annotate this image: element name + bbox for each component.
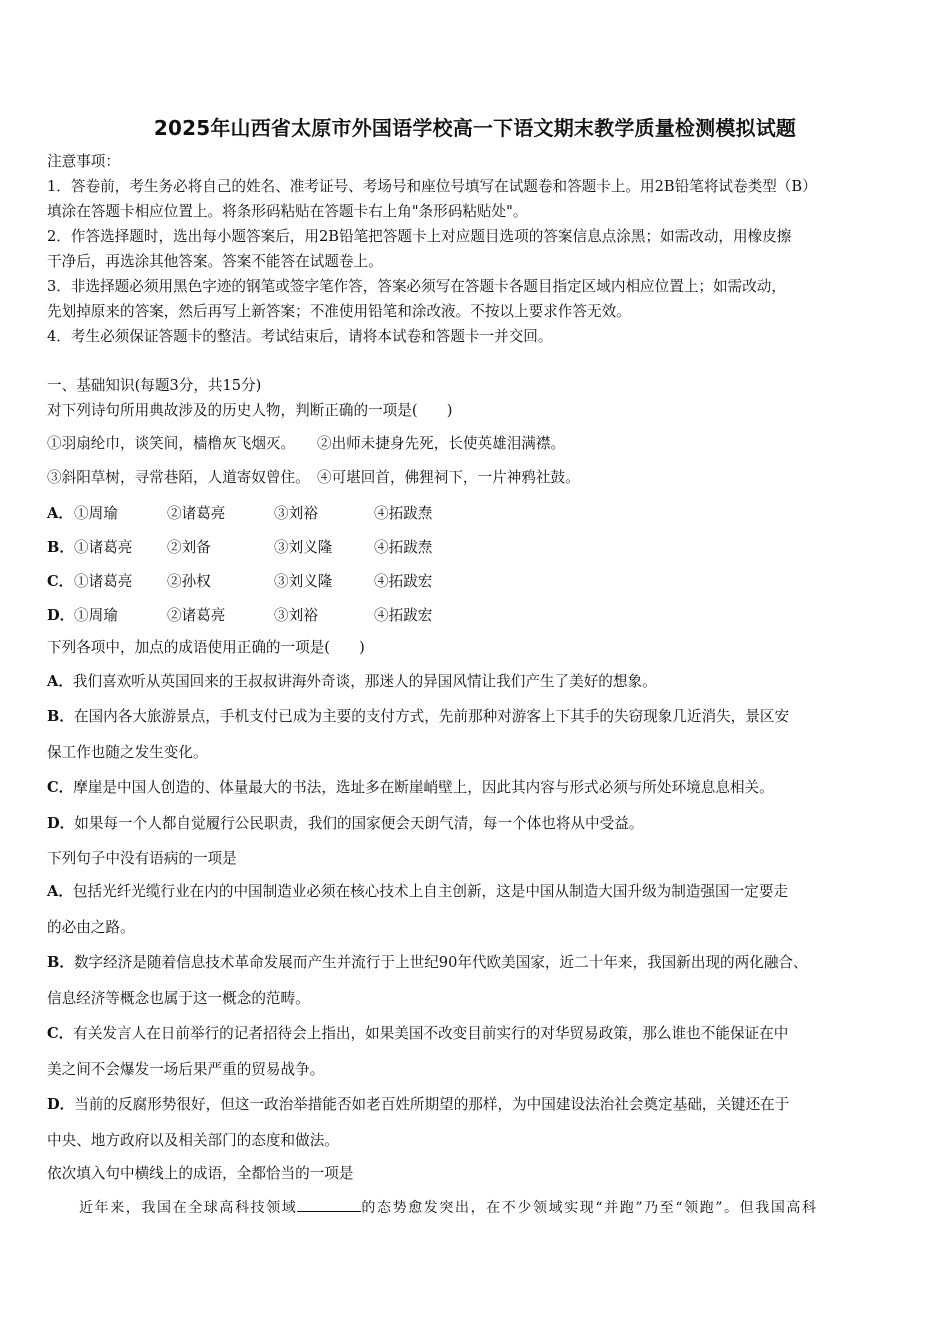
- q2-option-a: [47, 672, 657, 692]
- notice-line-7: 4．考生必须保证答题卡的整洁。考试结束后，请将本试卷和答题卡一并交回。: [47, 328, 553, 345]
- option-letter: C．: [47, 1025, 74, 1042]
- q4-stem: 依次填入句中横线上的成语，全都恰当的一项是: [47, 1165, 354, 1182]
- q1-stem: 对下列诗句所用典故涉及的历史人物，判断正确的一项是( ): [47, 402, 453, 419]
- option-choice: ②刘备: [167, 539, 211, 556]
- option-choice: ①周瑜: [74, 505, 118, 522]
- q1-poem-line-2: ③斜阳草树，寻常巷陌，人道寄奴曾住。 ④可堪回首，佛狸祠下，一片神鸦社鼓。: [47, 469, 580, 486]
- option-choice: ④拓跋焘: [374, 539, 433, 556]
- option-letter: A．: [47, 883, 73, 900]
- section-heading: 一、基础知识(每题3分，共15分): [47, 377, 262, 394]
- q3-option-b-cont: 信息经济等概念也属于这一概念的范畴。: [47, 990, 310, 1007]
- option-letter: B．: [47, 708, 74, 725]
- q3-option-a-cont: 的必由之路。: [47, 919, 135, 936]
- notice-line-5: 3．非选择题必须用黑色字迹的钢笔或签字笔作答，答案必须写在答题卡各题目指定区域内相应位置上；如需改动，: [47, 278, 786, 295]
- q1-poem-line-1: ①羽扇纶巾，谈笑间，樯橹灰飞烟灭。 ②出师未捷身先死，长使英雄泪满襟。: [47, 435, 566, 452]
- option-choice: ①周瑜: [74, 607, 118, 624]
- q2-stem: 下列各项中，加点的成语使用正确的一项是( ): [47, 639, 365, 656]
- option-letter: C．: [47, 779, 74, 796]
- fill-blank: [297, 1197, 361, 1212]
- q3-option-c: [47, 1024, 788, 1044]
- option-choice: ③刘义隆: [274, 539, 333, 556]
- option-letter: B．: [47, 539, 74, 556]
- q2-option-d: [47, 814, 643, 834]
- option-choice: ③刘裕: [274, 505, 318, 522]
- q3-option-d: [47, 1095, 789, 1115]
- option-choice: ①诸葛亮: [74, 573, 133, 590]
- option-choice: ②孙权: [167, 573, 211, 590]
- option-choice: ④拓跋宏: [374, 607, 433, 624]
- option-text: 摩崖是中国人创造的、体量最大的书法，选址多在断崖峭壁上，因此其内容与形式必须与所处环境息息相关。: [73, 779, 774, 796]
- option-letter: C．: [47, 573, 74, 590]
- q2-option-b: [47, 707, 789, 727]
- q3-option-a: [47, 882, 788, 902]
- option-text: 数字经济是随着信息技术革命发展而产生并流行于上世纪90年代欧美国家，近二十年来，我国新出现的两化融合、: [73, 954, 808, 971]
- notice-line-1: 1．答卷前，考生务必将自己的姓名、准考证号、考场号和座位号填写在试题卷和答题卡上。用2B铅笔将试卷类型（B）: [47, 178, 817, 195]
- notice-line-6: 先划掉原来的答案，然后再写上新答案；不准使用铅笔和涂改液。不按以上要求作答无效。: [47, 303, 631, 320]
- notice-line-3: 2．作答选择题时，选出每小题答案后，用2B铅笔把答题卡上对应题目选项的答案信息点涂黑；如需改动，用橡皮擦: [47, 228, 792, 245]
- q3-stem: 下列句子中没有语病的一项是: [47, 850, 237, 867]
- notice-line-2: 填涂在答题卡相应位置上。将条形码粘贴在答题卡右上角"条形码粘贴处"。: [47, 203, 528, 220]
- option-text: 我们喜欢听从英国回来的王叔叔讲海外奇谈，那迷人的异国风情让我们产生了美好的想象。: [72, 673, 657, 690]
- option-text: 在国内各大旅游景点，手机支付已成为主要的支付方式，先前那种对游客上下其手的失窃现象几近消失，景区安: [73, 708, 790, 725]
- option-letter: A．: [47, 505, 73, 522]
- q2-option-b-cont: 保工作也随之发生变化。: [47, 744, 208, 761]
- option-letter: A．: [47, 673, 73, 690]
- passage-text: 近年来，我国在全球高科技领域: [79, 1200, 298, 1216]
- passage-text: 的态势愈发突出，在不少领域实现“并跑”乃至“领跑”。但我国高科: [361, 1200, 818, 1216]
- option-text: 包括光纤光缆行业在内的中国制造业必须在核心技术上自主创新，这是中国从制造大国升级为制造强国一定要走: [72, 883, 789, 900]
- q2-option-c: [47, 778, 774, 798]
- notice-heading: 注意事项：: [47, 153, 120, 170]
- option-choice: ①诸葛亮: [74, 539, 133, 556]
- option-choice: ④拓跋宏: [374, 573, 433, 590]
- q3-option-c-cont: 美之间不会爆发一场后果严重的贸易战争。: [47, 1061, 325, 1078]
- option-text: 如果每一个人都自觉履行公民职责，我们的国家便会天朗气清，每一个体也将从中受益。: [74, 815, 644, 832]
- option-choice: ②诸葛亮: [167, 505, 226, 522]
- option-letter: D．: [47, 815, 75, 832]
- option-choice: ④拓跋焘: [374, 505, 433, 522]
- q3-option-d-cont: 中央、地方政府以及相关部门的态度和做法。: [47, 1132, 339, 1149]
- q3-option-b: [47, 953, 808, 973]
- option-letter: D．: [47, 1096, 75, 1113]
- page-title: 2025年山西省太原市外国语学校高一下语文期末教学质量检测模拟试题: [153, 116, 797, 140]
- option-choice: ②诸葛亮: [167, 607, 226, 624]
- option-choice: ③刘裕: [274, 607, 318, 624]
- option-text: 当前的反腐形势很好，但这一政治举措能否如老百姓所期望的那样，为中国建设法治社会奠定基础，关键还在于: [74, 1096, 790, 1113]
- option-letter: B．: [47, 954, 74, 971]
- q4-passage: [79, 1197, 818, 1218]
- option-letter: D．: [47, 607, 75, 624]
- notice-line-4: 干净后，再选涂其他答案。答案不能答在试题卷上。: [47, 253, 383, 270]
- option-text: 有关发言人在日前举行的记者招待会上指出，如果美国不改变目前实行的对华贸易政策，那么谁也不能保证在中: [73, 1025, 789, 1042]
- option-choice: ③刘义隆: [274, 573, 333, 590]
